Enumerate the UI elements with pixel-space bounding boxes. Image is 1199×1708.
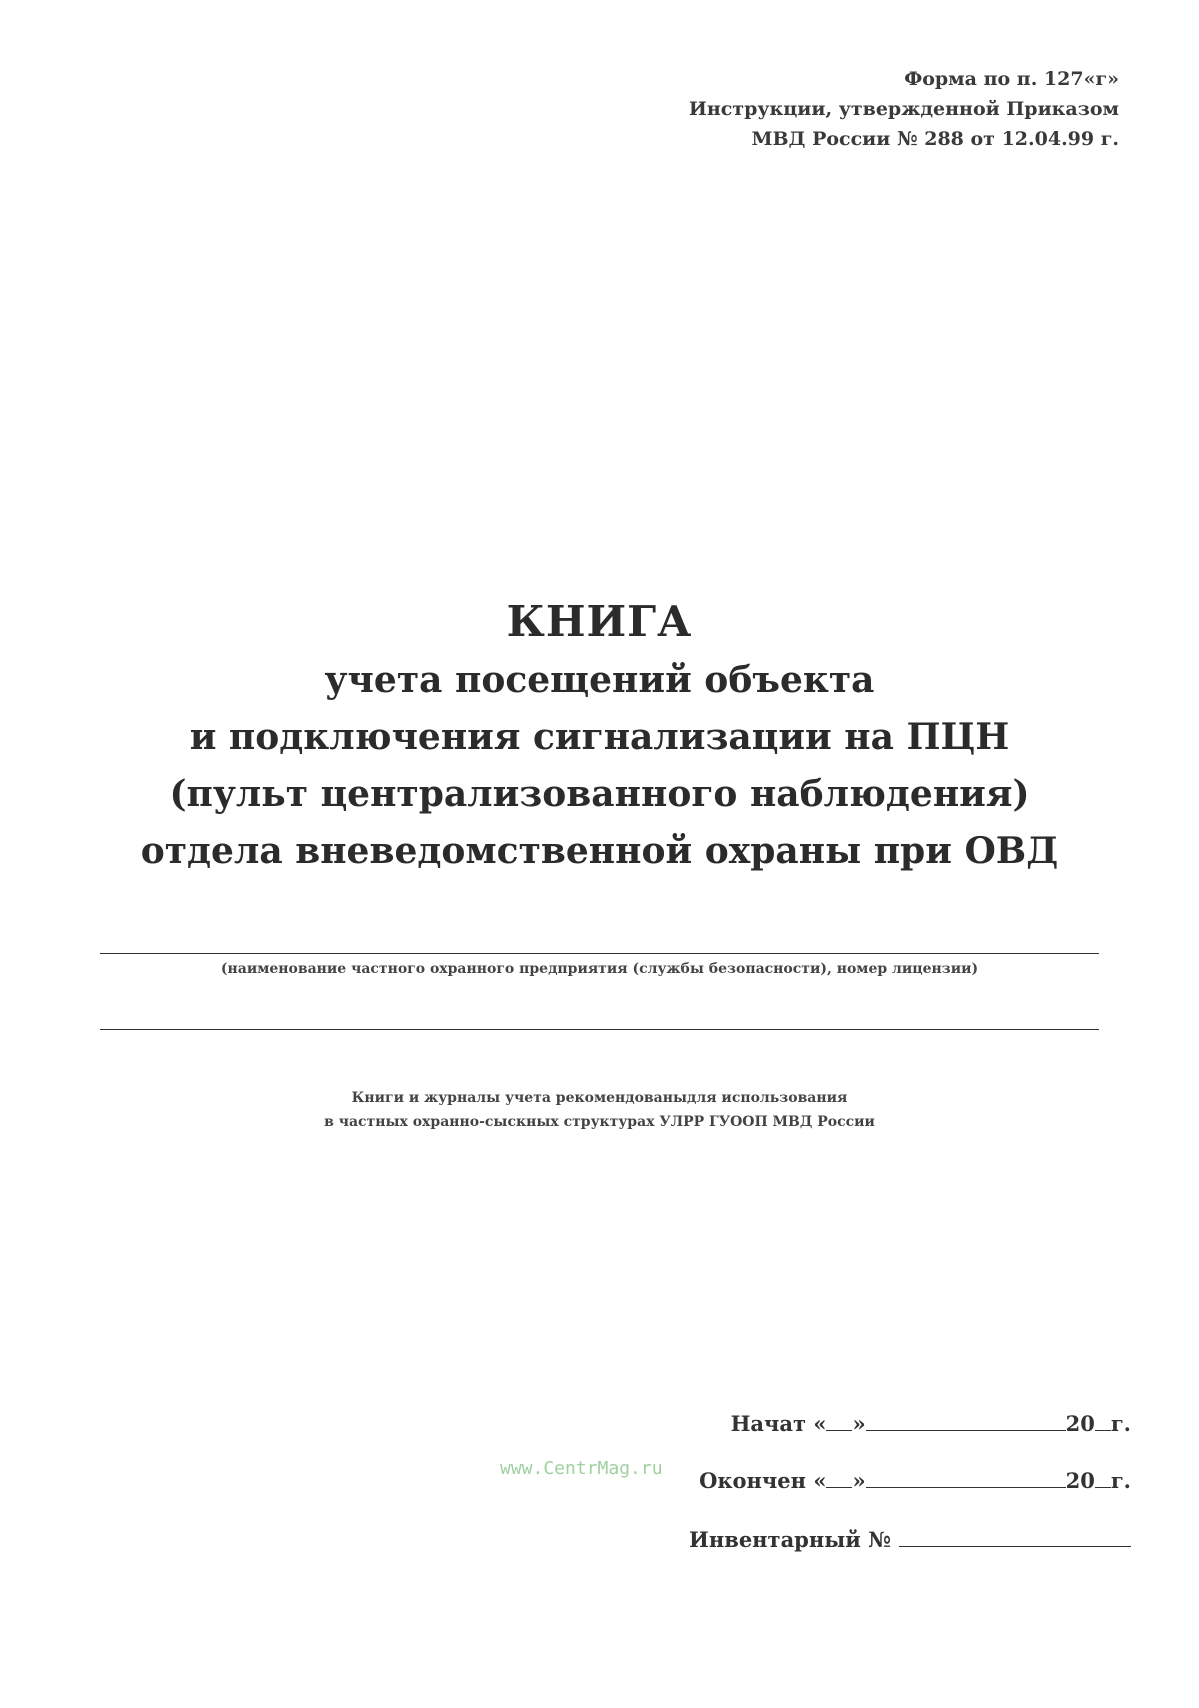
end-year-blank bbox=[1095, 1467, 1111, 1488]
title-line-4: отдела вневедомственной охраны при ОВД bbox=[140, 830, 1059, 872]
form-ref-line-2: Инструкции, утвержденной Приказом bbox=[688, 98, 1119, 120]
start-date-field bbox=[731, 1410, 1131, 1436]
title-line-1: учета посещений объекта bbox=[324, 659, 875, 701]
note-line-1: Книги и журналы учета рекомендованыдля использования bbox=[351, 1090, 848, 1106]
recommendation-note bbox=[0, 1086, 1199, 1134]
note-line-2: в частных охранно-сыскных структурах УЛРР ГУООП МВД России bbox=[324, 1114, 875, 1130]
start-year-blank bbox=[1095, 1410, 1111, 1431]
inventory-label: Инвентарный № bbox=[689, 1527, 891, 1552]
quote-open: « bbox=[813, 1411, 827, 1436]
start-label: Начат bbox=[730, 1411, 807, 1436]
organization-fill-line bbox=[100, 953, 1099, 954]
organization-caption: (наименование частного охранного предприятия (службы безопасности), номер лицензии) bbox=[220, 961, 979, 977]
title-line-3: (пульт централизованного наблюдения) bbox=[169, 773, 1030, 815]
watermark: www.CentrMag.ru bbox=[500, 1458, 663, 1479]
title-main: КНИГА bbox=[506, 597, 693, 646]
end-day-blank bbox=[826, 1467, 852, 1488]
end-year-prefix: 20 bbox=[1065, 1468, 1095, 1493]
organization-fill-line-2 bbox=[100, 1029, 1099, 1030]
quote-close: » bbox=[852, 1468, 866, 1493]
start-month-blank bbox=[866, 1410, 1066, 1431]
start-year-prefix: 20 bbox=[1065, 1411, 1095, 1436]
end-date-field bbox=[699, 1467, 1131, 1493]
form-reference bbox=[689, 64, 1119, 154]
form-ref-line-3: МВД России № 288 от 12.04.99 г. bbox=[751, 128, 1119, 150]
inventory-number-field bbox=[689, 1526, 1131, 1552]
end-label: Окончен bbox=[699, 1468, 807, 1493]
quote-open: « bbox=[813, 1468, 827, 1493]
end-year-suffix: г. bbox=[1110, 1468, 1131, 1493]
form-ref-line-1: Форма по п. 127«г» bbox=[904, 68, 1119, 90]
end-month-blank bbox=[866, 1467, 1066, 1488]
title-line-2: и подключения сигнализации на ПЦН bbox=[189, 716, 1010, 758]
book-title bbox=[0, 592, 1199, 880]
inventory-blank bbox=[899, 1526, 1131, 1547]
start-year-suffix: г. bbox=[1110, 1411, 1131, 1436]
quote-close: » bbox=[852, 1411, 866, 1436]
start-day-blank bbox=[826, 1410, 852, 1431]
